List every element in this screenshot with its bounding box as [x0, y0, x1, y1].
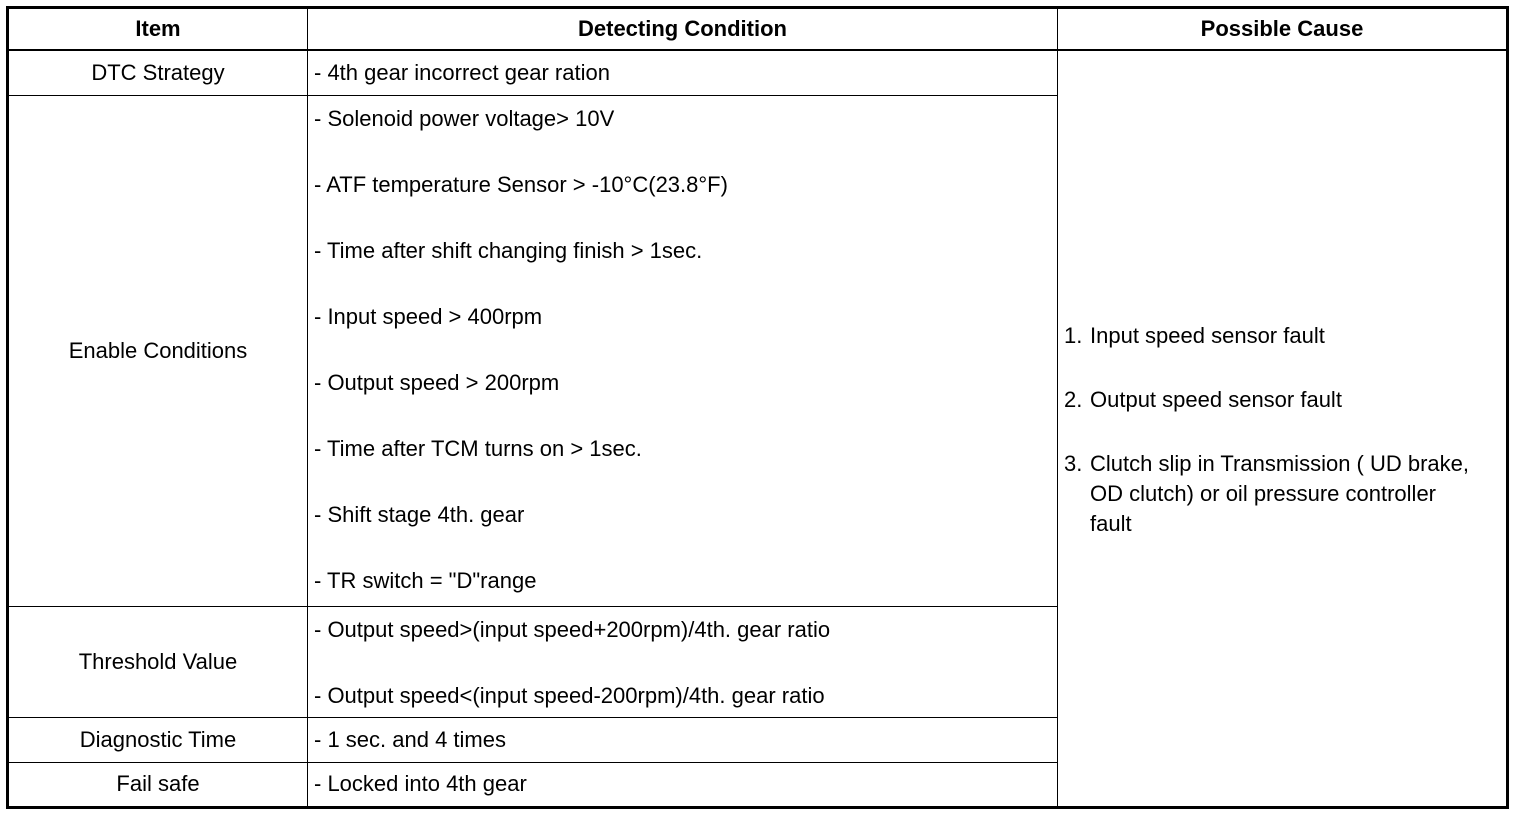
possible-cause-cell — [1058, 50, 1508, 807]
condition-cell — [308, 606, 1058, 717]
condition-line: - ATF temperature Sensor > -10°C(23.8°F) — [314, 171, 728, 197]
cause-list — [1064, 321, 1506, 539]
header-row — [8, 8, 1508, 51]
header-detecting-condition: Detecting Condition — [308, 8, 1058, 51]
condition-line: - Output speed>(input speed+200rpm)/4th. gear ratio — [314, 616, 831, 642]
condition-line: - Time after shift changing finish > 1sec. — [314, 237, 703, 263]
condition-line: - 4th gear incorrect gear ration — [314, 59, 610, 85]
dtc-table — [6, 6, 1509, 809]
cause-text: Input speed sensor fault — [1090, 323, 1325, 348]
condition-line: - Shift stage 4th. gear — [314, 501, 525, 527]
condition-cell — [308, 50, 1058, 95]
condition-line: - TR switch = "D"range — [314, 567, 537, 593]
item-cell: Threshold Value — [8, 606, 308, 717]
condition-line: - Input speed > 400rpm — [314, 303, 543, 329]
condition-line: - Locked into 4th gear — [314, 771, 527, 796]
cause-item — [1064, 321, 1506, 351]
item-cell: DTC Strategy — [8, 50, 308, 95]
cause-text: Output speed sensor fault — [1090, 387, 1342, 412]
item-cell: Diagnostic Time — [8, 717, 308, 762]
condition-line: - 1 sec. and 4 times — [314, 726, 506, 752]
header-possible-cause: Possible Cause — [1058, 8, 1508, 51]
condition-line: - Output speed > 200rpm — [314, 369, 560, 395]
condition-line: - Output speed<(input speed-200rpm)/4th. gear ratio — [314, 682, 825, 708]
condition-line: - Time after TCM turns on > 1sec. — [314, 435, 642, 461]
condition-line: - Solenoid power voltage> 10V — [314, 105, 615, 131]
cause-item — [1064, 449, 1506, 539]
row-dtc-strategy — [8, 50, 1508, 95]
condition-cell — [308, 717, 1058, 762]
cause-number: 1. — [1064, 323, 1083, 348]
cause-text: Clutch slip in Transmission ( UD brake, OD clutch) or oil pressure controller fault — [1090, 451, 1470, 536]
cause-item — [1064, 385, 1506, 415]
cause-number: 3. — [1064, 451, 1083, 476]
condition-cell — [308, 762, 1058, 807]
header-item: Item — [8, 8, 308, 51]
condition-cell — [308, 95, 1058, 606]
cause-number: 2. — [1064, 387, 1083, 412]
item-cell: Enable Conditions — [8, 95, 308, 606]
item-cell: Fail safe — [8, 762, 308, 807]
